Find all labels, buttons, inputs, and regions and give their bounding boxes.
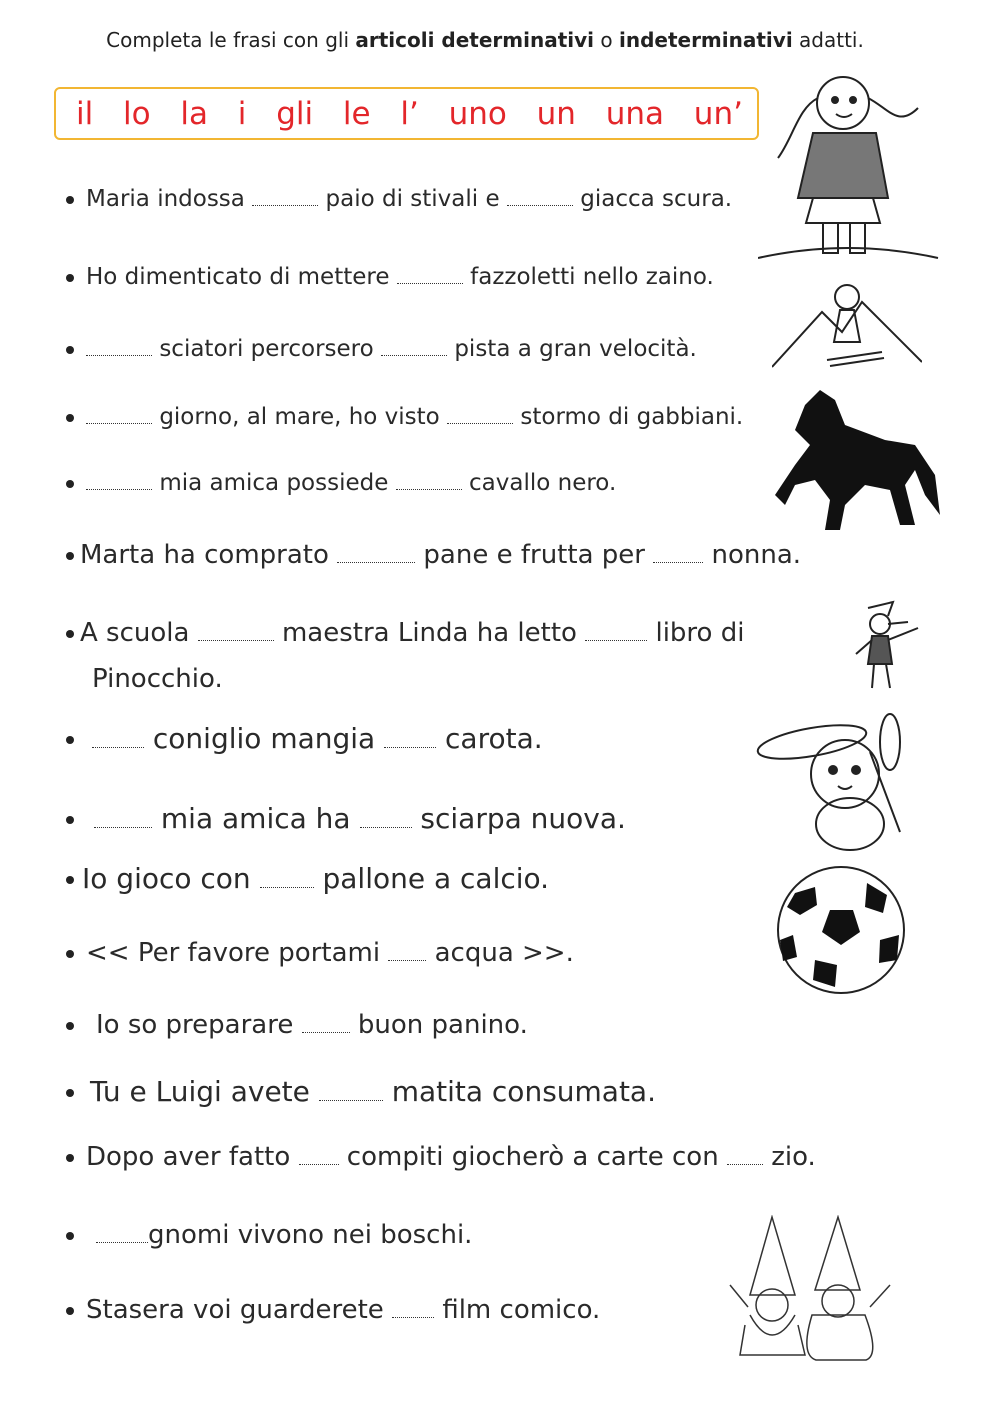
article-le[interactable]: le [342,95,371,132]
instruction-text: o [594,28,619,52]
sentence-7 [66,610,744,702]
instruction-bold-definite: articoli determinativi [355,28,595,52]
answer-blank[interactable] [397,269,463,284]
rabbit-illustration [750,712,928,854]
bullet-icon [66,950,74,958]
answer-blank[interactable] [92,730,144,748]
sentence-text: compiti giocherò a carte con [346,1142,719,1172]
sentence-text: zio. [771,1142,816,1172]
sentence-text: coniglio mangia [152,722,376,755]
answer-blank[interactable] [260,870,314,888]
article-un-apostrophe[interactable]: un’ [693,95,743,132]
sentence-8 [66,722,543,755]
instruction-bold-indefinite: indeterminativi [618,28,793,52]
sentence-5 [66,470,616,496]
answer-blank[interactable] [653,546,703,563]
sentence-2 [66,264,714,290]
article-il[interactable]: il [76,95,94,132]
answer-blank[interactable] [319,1083,383,1101]
sentence-text: gnomi vivono nei boschi. [148,1220,473,1250]
answer-blank[interactable] [396,475,462,490]
sentence-text: Maria indossa [86,186,245,212]
girl-winter-illustration [758,68,948,263]
sentence-text: maestra Linda ha letto [281,618,577,648]
bullet-icon [66,414,74,422]
article-i[interactable]: i [237,95,247,132]
black-horse-illustration [765,385,947,533]
sentence-text: Dopo aver fatto [86,1142,291,1172]
bullet-icon [66,1089,74,1097]
bullet-icon [66,1307,74,1315]
sentence-text: carota. [445,722,543,755]
bullet-icon [66,1022,74,1030]
sentence-text: libro di [655,618,745,648]
sentence-text: A scuola [80,618,190,648]
answer-blank[interactable] [360,810,412,828]
bullet-icon [66,1154,74,1162]
answer-blank[interactable] [86,409,152,424]
sentence-text: Stasera voi guarderete [86,1295,384,1325]
answer-blank[interactable] [96,1226,148,1243]
sentence-16 [66,1295,600,1325]
article-gli[interactable]: gli [276,95,314,132]
article-una[interactable]: una [605,95,665,132]
article-uno[interactable]: uno [448,95,507,132]
sentence-text: Io so preparare [96,1010,294,1040]
answer-blank[interactable] [302,1016,350,1033]
soccer-ball-illustration [775,865,907,995]
bullet-icon [66,346,74,354]
answer-blank[interactable] [94,810,152,828]
sentence-text: pallone a calcio. [322,862,550,895]
sentence-3 [66,336,697,362]
sentence-text: paio di stivali e [325,186,500,212]
article-un[interactable]: un [536,95,576,132]
pinocchio-illustration [848,598,930,694]
bullet-icon [66,274,74,282]
sentence-text: giorno, al mare, ho visto [159,404,440,430]
answer-blank[interactable] [252,191,318,206]
sentence-text: Pinocchio. [92,664,223,694]
answer-blank[interactable] [388,944,426,961]
answer-blank[interactable] [337,546,415,563]
answer-blank[interactable] [198,624,274,641]
answer-blank[interactable] [384,730,436,748]
answer-blank[interactable] [727,1148,763,1165]
sentence-6 [66,540,801,570]
sentence-text: sciatori percorsero [159,336,374,362]
skier-illustration [772,272,922,372]
sentence-text: mia amica possiede [159,470,389,496]
sentence-11 [66,938,574,968]
sentence-text: Tu e Luigi avete [90,1075,310,1108]
sentence-text: cavallo nero. [469,470,617,496]
sentence-text: sciarpa nuova. [420,802,626,835]
bullet-icon [66,196,74,204]
sentence-text: film comico. [442,1295,601,1325]
answer-blank[interactable] [447,409,513,424]
answer-blank[interactable] [299,1148,339,1165]
sentence-text: buon panino. [357,1010,528,1040]
bullet-icon [66,816,74,824]
instruction [0,28,970,52]
sentence-4 [66,404,743,430]
answer-blank[interactable] [86,475,152,490]
answer-blank[interactable] [381,341,447,356]
bullet-icon [66,1232,74,1240]
sentence-15 [66,1220,472,1250]
sentence-10 [66,862,549,895]
sentence-14 [66,1142,816,1172]
bullet-icon [66,552,74,560]
gnomes-illustration [720,1215,900,1363]
sentence-1 [66,186,732,212]
bullet-icon [66,630,74,638]
article-lo[interactable]: lo [123,95,151,132]
sentence-text: Io gioco con [82,862,251,895]
bullet-icon [66,480,74,488]
answer-blank[interactable] [585,624,647,641]
article-l-apostrophe[interactable]: l’ [400,95,419,132]
sentence-text: Marta ha comprato [80,540,329,570]
instruction-text: Completa le frasi con gli [106,28,356,52]
sentence-text: mia amica ha [160,802,351,835]
article-word-bank [54,87,759,140]
answer-blank[interactable] [392,1301,434,1318]
article-la[interactable]: la [180,95,208,132]
sentence-text: acqua >>. [434,938,574,968]
sentence-text: giacca scura. [580,186,733,212]
sentence-text: nonna. [711,540,802,570]
bullet-icon [66,876,74,884]
answer-blank[interactable] [86,341,152,356]
sentence-13 [66,1075,656,1108]
sentence-text: Ho dimenticato di mettere [86,264,390,290]
sentence-text: << Per favore portami [86,938,381,968]
sentence-text: pista a gran velocità. [454,336,697,362]
sentence-9 [66,802,626,835]
sentence-text: matita consumata. [391,1075,656,1108]
bullet-icon [66,736,74,744]
instruction-text: adatti. [792,28,864,52]
sentence-text: pane e frutta per [423,540,645,570]
answer-blank[interactable] [507,191,573,206]
sentence-12 [66,1010,528,1040]
sentence-text: stormo di gabbiani. [520,404,744,430]
sentence-text: fazzoletti nello zaino. [470,264,714,290]
